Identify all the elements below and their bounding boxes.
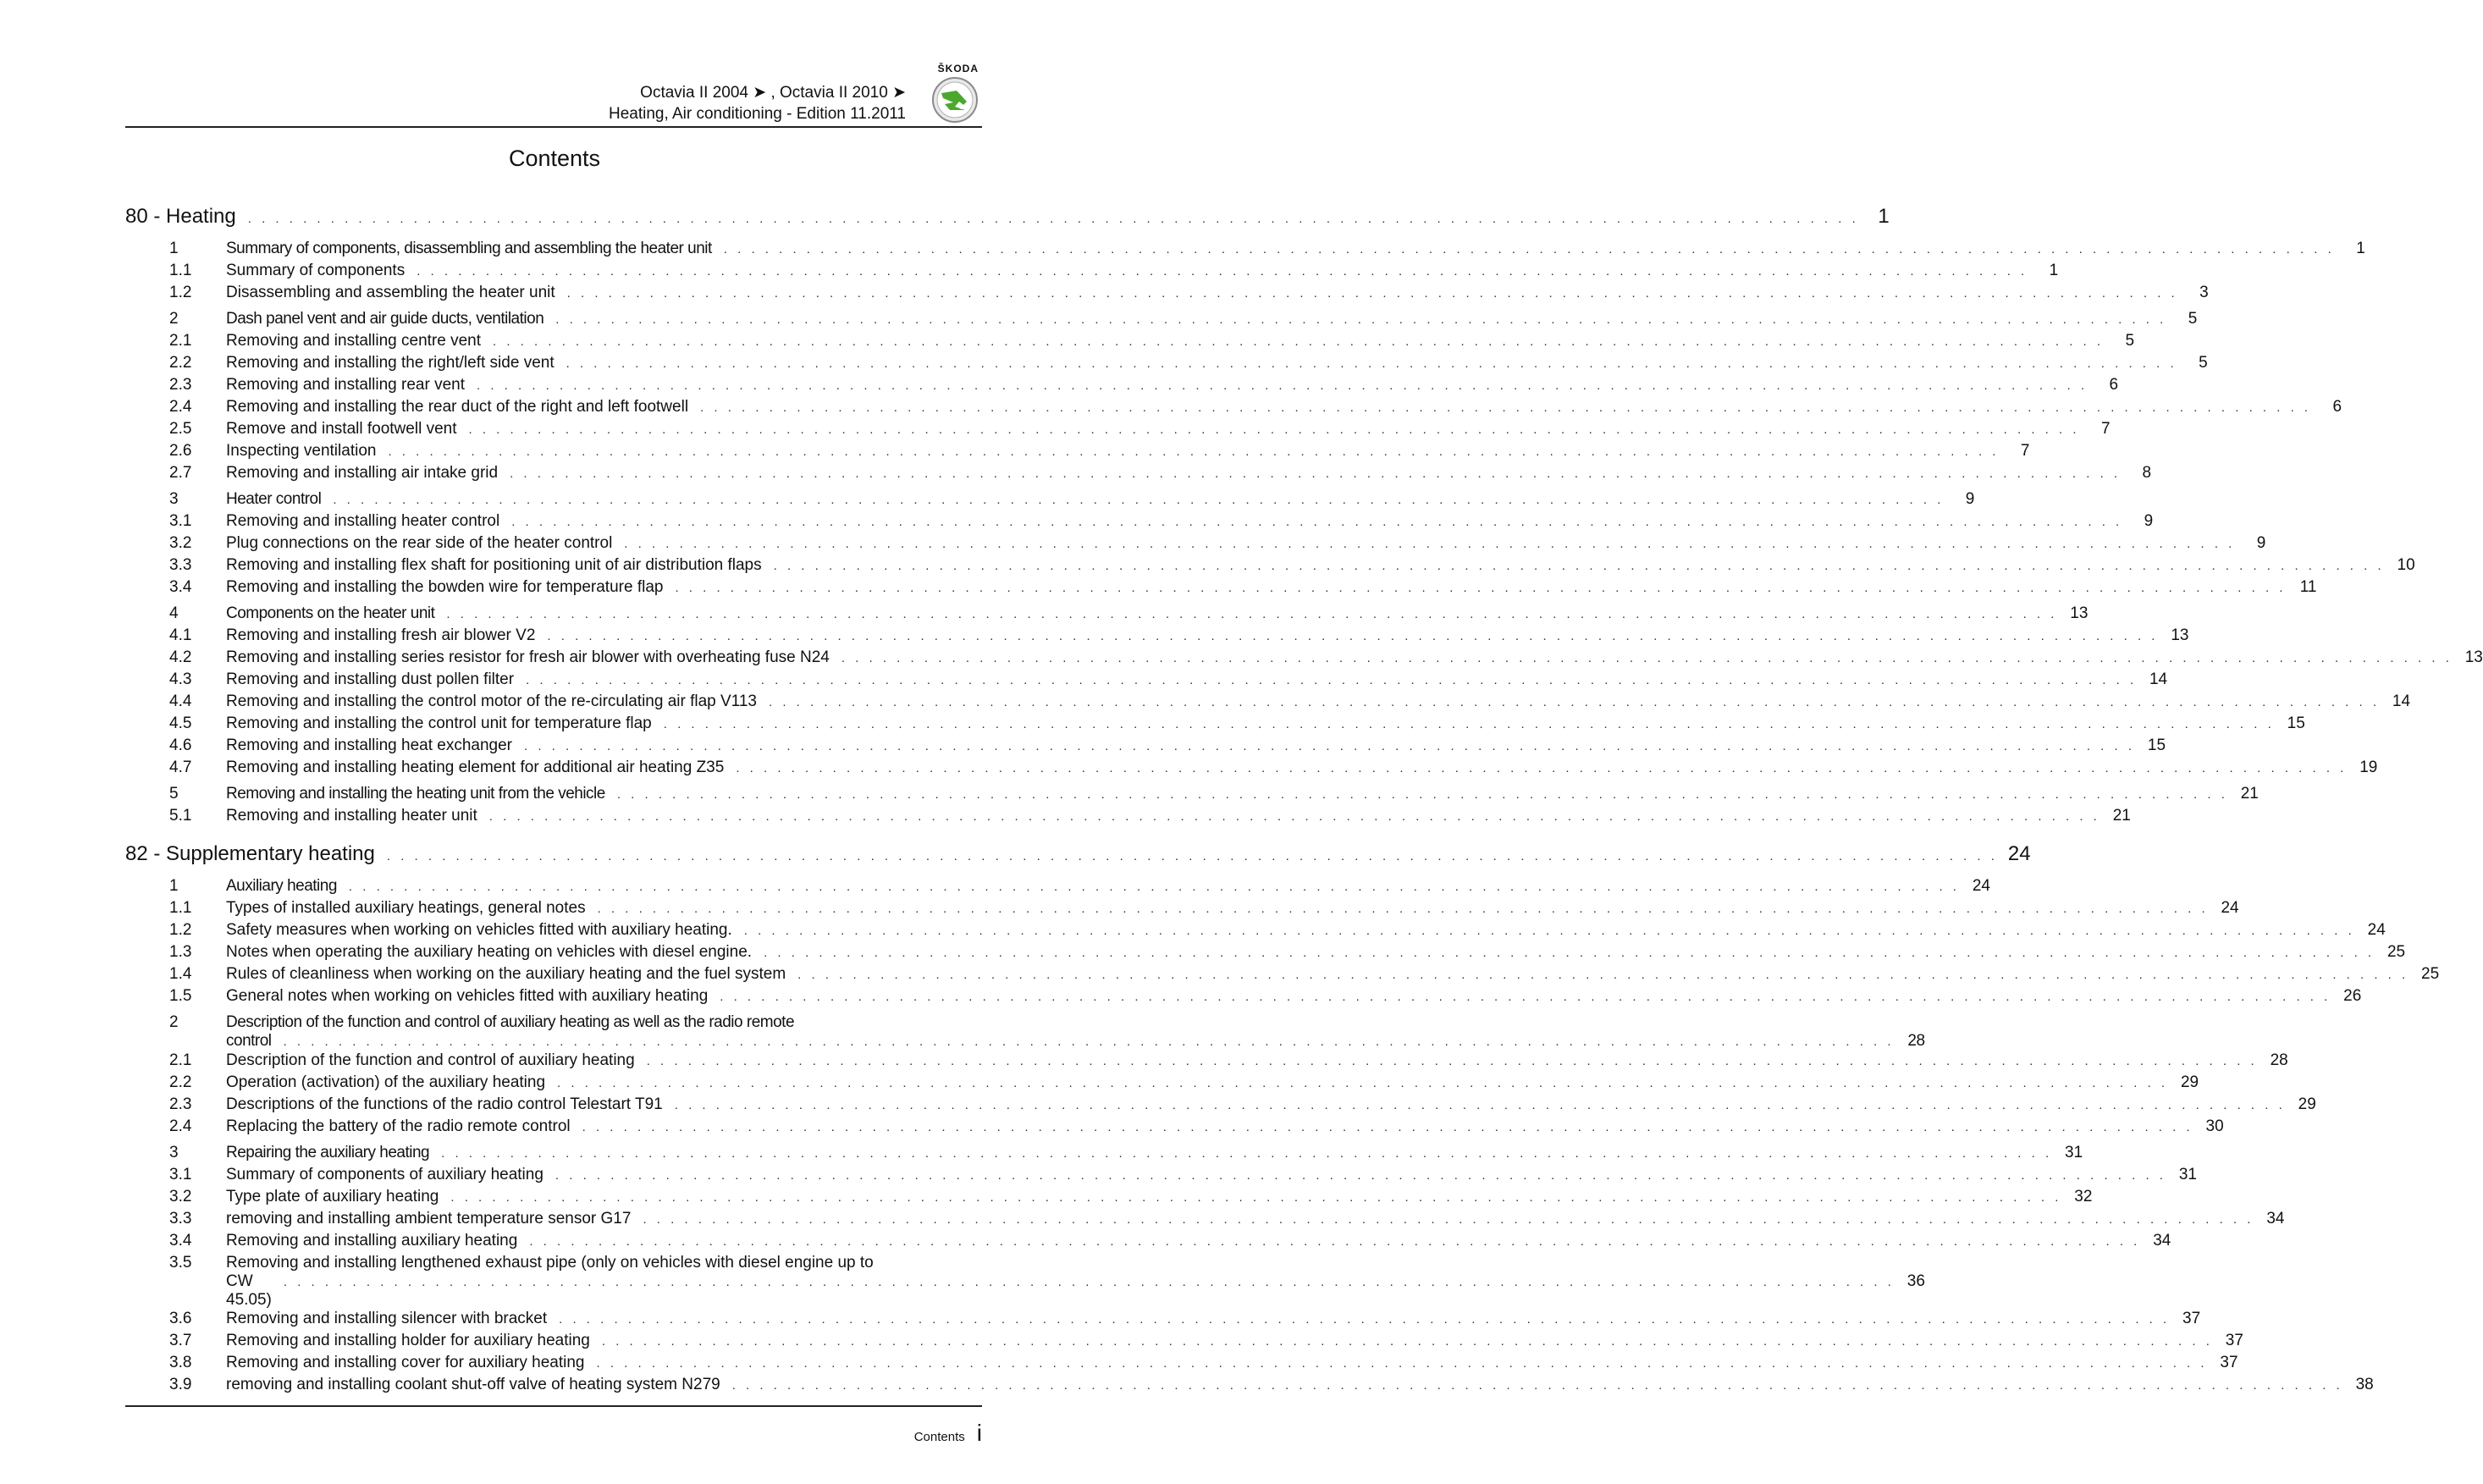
dot-leader (724, 242, 2335, 257)
entry-number: 1.1 (169, 262, 192, 279)
entry-page: 36 (1906, 1272, 1925, 1290)
entry-page: 37 (2182, 1310, 2201, 1327)
entry-number: 3.3 (169, 1210, 192, 1227)
toc-entry[interactable] (125, 398, 2342, 420)
page-footer (914, 1422, 982, 1444)
entry-page: 25 (2421, 965, 2440, 983)
entry-title: Removing and installing air intake grid (226, 464, 499, 482)
entry-number: 2.7 (169, 464, 192, 482)
entry-title: Summary of components of auxiliary heating (226, 1166, 544, 1183)
entry-page: 21 (2240, 785, 2259, 803)
table-of-contents (125, 201, 2483, 1398)
dot-leader (524, 739, 2135, 753)
dot-leader (597, 1356, 2208, 1371)
entry-page: 11 (2299, 578, 2317, 596)
entry-title: Removing and installing the right/left side vent (226, 354, 555, 372)
toc-entry[interactable] (125, 692, 2411, 714)
entry-page: 9 (1965, 490, 1975, 508)
entry-number: 3.2 (169, 1188, 192, 1205)
dot-leader (446, 607, 2057, 621)
skoda-logo-icon (931, 76, 979, 124)
entry-number: 3.1 (169, 512, 192, 530)
dot-leader (720, 990, 2331, 1004)
entry-page: 9 (2144, 512, 2154, 530)
dot-leader (417, 264, 2028, 279)
entry-page: 5 (2199, 354, 2208, 372)
toc-section[interactable] (125, 490, 1975, 512)
dot-leader (526, 673, 2137, 687)
entry-page: 13 (2464, 648, 2483, 666)
toc-section[interactable] (125, 877, 1990, 899)
entry-page: 6 (2109, 376, 2119, 394)
page-title: Contents (508, 146, 601, 171)
entry-title: Removing and installing rear vent (226, 376, 465, 394)
entry-title: Removing and installing the heating unit from the vehicle (226, 785, 605, 803)
entry-number: 3 (169, 490, 179, 508)
dot-leader (349, 880, 1960, 894)
toc-entry[interactable] (125, 464, 2152, 486)
entry-title: Removing and installing lengthened exhaust pipe (only on vehicles with diesel engine up to (226, 1254, 874, 1272)
dot-leader (643, 1212, 2254, 1227)
toc-section[interactable] (125, 240, 2365, 262)
entry-title: General notes when working on vehicles fitted with auxiliary heating (226, 987, 709, 1005)
toc-entry[interactable] (125, 1376, 2374, 1398)
toc-entry[interactable] (125, 1051, 2288, 1073)
dot-leader (736, 761, 2347, 775)
entry-number: 2.6 (169, 442, 192, 460)
toc-entry[interactable] (125, 512, 2154, 534)
toc-entry[interactable] (125, 1095, 2316, 1117)
entry-page: 31 (2178, 1166, 2197, 1183)
entry-number: 1.5 (169, 987, 192, 1005)
entry-title: Removing and installing auxiliary heating (226, 1232, 518, 1250)
toc-entry[interactable] (125, 556, 2415, 578)
entry-number: 2.3 (169, 1095, 192, 1113)
entry-number: 2.2 (169, 1073, 192, 1091)
entry-title: Notes when operating the auxiliary heating on vehicles with diesel engine. (226, 943, 753, 961)
entry-page: 3 (2199, 284, 2209, 301)
entry-number: 3.1 (169, 1166, 192, 1183)
entry-number: 1.3 (169, 943, 192, 961)
entry-number: 2.2 (169, 354, 192, 372)
entry-number: 4.5 (169, 714, 192, 732)
chapter-title: 80 - Heating (125, 205, 236, 228)
dot-leader (769, 695, 2380, 709)
entry-title: Description of the function and control of auxiliary heating (226, 1051, 635, 1069)
toc-section[interactable] (125, 310, 2198, 332)
entry-title: Repairing the auxiliary heating (226, 1144, 430, 1161)
entry-title: Description of the function and control of auxiliary heating as well as the radio remote (226, 1013, 795, 1031)
entry-number: 2.4 (169, 398, 192, 416)
entry-number: 4.1 (169, 626, 192, 644)
footer-page-number: i (976, 1420, 982, 1446)
dot-leader (387, 849, 1998, 863)
toc-entry[interactable] (125, 670, 2168, 692)
entry-page: 13 (2070, 604, 2088, 622)
toc-section[interactable] (125, 1144, 2083, 1166)
dot-leader (284, 1033, 1895, 1051)
entry-page: 6 (2332, 398, 2342, 416)
entry-title: removing and installing ambient temperature sensor G17 (226, 1210, 632, 1227)
toc-entry[interactable] (125, 332, 2135, 354)
page-header (125, 0, 982, 127)
entry-title: Removing and installing cover for auxiliary heating (226, 1354, 585, 1371)
toc-entry[interactable] (125, 1354, 2238, 1376)
entry-number: 1.1 (169, 899, 192, 917)
dot-leader (547, 629, 2158, 643)
entry-number: 4.2 (169, 648, 192, 666)
entry-number: 2.4 (169, 1117, 192, 1135)
entry-title: Plug connections on the rear side of the heater control (226, 534, 613, 552)
toc-entry[interactable] (125, 626, 2189, 648)
entry-number: 1 (169, 877, 179, 895)
dot-leader (764, 946, 2375, 960)
entry-page: 24 (2367, 921, 2386, 939)
dot-leader (248, 212, 1859, 226)
dot-leader (582, 1120, 2193, 1134)
toc-entry[interactable] (125, 943, 2406, 965)
entry-title: Removing and installing fresh air blower V2 (226, 626, 536, 644)
header-subtitle: Heating, Air conditioning - Edition 11.2011 (608, 105, 906, 123)
dot-leader (489, 809, 2100, 824)
entry-title: Descriptions of the functions of the radio control Telestart T91 (226, 1095, 663, 1113)
toc-entry[interactable] (125, 1073, 2199, 1095)
toc-entry[interactable] (125, 714, 2305, 736)
entry-page: 24 (2221, 899, 2239, 917)
entry-title: Removing and installing holder for auxiliary heating (226, 1332, 590, 1349)
entry-page: 31 (2065, 1144, 2083, 1161)
toc-section[interactable] (125, 604, 2088, 626)
toc-entry[interactable] (125, 534, 2266, 556)
entry-number: 3 (169, 1144, 179, 1161)
entry-title: Dash panel vent and air guide ducts, ventilation (226, 310, 544, 328)
dot-leader (557, 1076, 2168, 1090)
entry-title: Remove and install footwell vent (226, 420, 457, 438)
dot-leader (529, 1234, 2140, 1249)
dot-leader (732, 1378, 2343, 1393)
toc-entry[interactable] (125, 442, 2030, 464)
entry-page: 5 (2125, 332, 2135, 350)
dot-leader (774, 559, 2385, 573)
entry-title: Summary of components, disassembling and assembling the heater unit (226, 240, 712, 257)
toc-entry[interactable] (125, 1254, 1925, 1310)
dot-leader (664, 717, 2275, 731)
entry-title: Type plate of auxiliary heating (226, 1188, 439, 1205)
entry-page: 19 (2359, 759, 2378, 776)
toc-entry[interactable] (125, 1310, 2201, 1332)
toc-entry[interactable] (125, 1232, 2171, 1254)
dot-leader (744, 924, 2355, 938)
entry-number: 2.3 (169, 376, 192, 394)
dot-leader (617, 787, 2228, 802)
toc-entry[interactable] (125, 354, 2208, 376)
entry-page: 37 (2220, 1354, 2238, 1371)
entry-title: Removing and installing heater control (226, 512, 500, 530)
entry-page: 25 (2386, 943, 2406, 961)
footer-label: Contents (913, 1430, 965, 1444)
entry-title: Removing and installing the control unit for temperature flap (226, 714, 652, 732)
chapter-page: 1 (1878, 205, 1890, 228)
header-models: Octavia II 2004 ➤ , Octavia II 2010 ➤ (640, 84, 906, 102)
dot-leader (477, 378, 2088, 393)
entry-number: 2 (169, 1013, 179, 1031)
entry-title: Safety measures when working on vehicles fitted with auxiliary heating. (226, 921, 732, 939)
toc-entry[interactable] (125, 648, 2483, 670)
entry-number: 1.4 (169, 965, 192, 983)
entry-page: 14 (2149, 670, 2168, 688)
toc-entry[interactable] (125, 1210, 2285, 1232)
brand-wordmark: ŠKODA (937, 63, 979, 74)
entry-page: 24 (1972, 877, 1990, 895)
entry-title: removing and installing coolant shut-off valve of heating system N279 (226, 1376, 720, 1393)
entry-title: Types of installed auxiliary heatings, general notes (226, 899, 586, 917)
entry-title: Removing and installing flex shaft for positioning unit of air distribution flaps (226, 556, 762, 574)
chapter-page: 24 (2007, 842, 2031, 865)
dot-leader (468, 422, 2079, 437)
entry-page: 10 (2397, 556, 2415, 574)
entry-page: 1 (2049, 262, 2059, 279)
entry-page: 32 (2074, 1188, 2093, 1205)
toc-entry[interactable] (125, 1188, 2093, 1210)
dot-leader (388, 444, 1999, 459)
toc-entry[interactable] (125, 284, 2209, 306)
entry-number: 1 (169, 240, 179, 257)
entry-number: 4.7 (169, 759, 192, 776)
dot-leader (647, 1054, 2258, 1068)
entry-number: 4.6 (169, 736, 192, 754)
toc-section[interactable] (125, 785, 2259, 807)
dot-leader (511, 515, 2122, 529)
entry-page: 26 (2343, 987, 2362, 1005)
footer-rule (125, 1405, 982, 1407)
toc-entry[interactable] (125, 578, 2317, 600)
entry-number: 1.2 (169, 284, 192, 301)
toc-chapter[interactable] (125, 205, 1890, 235)
entry-title: Removing and installing heater unit (226, 807, 477, 825)
toc-entry[interactable] (125, 420, 2111, 442)
dot-leader (510, 466, 2121, 481)
entry-number: 3.4 (169, 578, 192, 596)
entry-number: 3.2 (169, 534, 192, 552)
entry-title: Removing and installing the bowden wire for temperature flap (226, 578, 664, 596)
dot-leader (598, 902, 2209, 916)
entry-title: Removing and installing silencer with bracket (226, 1310, 548, 1327)
entry-page: 7 (2100, 420, 2111, 438)
entry-page: 38 (2355, 1376, 2374, 1393)
toc-entry[interactable] (125, 1332, 2243, 1354)
dot-leader (450, 1190, 2061, 1205)
dot-leader (841, 651, 2453, 665)
dot-leader (333, 493, 1944, 507)
header-rule (125, 126, 982, 128)
entry-title: Replacing the battery of the radio remote control (226, 1117, 571, 1135)
entry-title: Auxiliary heating (226, 877, 337, 895)
entry-page: 1 (2356, 240, 2365, 257)
toc-entry[interactable] (125, 965, 2440, 987)
entry-page: 30 (2205, 1117, 2224, 1135)
entry-number: 4.3 (169, 670, 192, 688)
entry-title: Operation (activation) of the auxiliary heating (226, 1073, 546, 1091)
dot-leader (559, 1312, 2170, 1327)
dot-leader (284, 1273, 1895, 1292)
dot-leader (675, 581, 2286, 595)
entry-title: Heater control (226, 490, 322, 508)
entry-page: 28 (1907, 1032, 1925, 1050)
entry-title: Rules of cleanliness when working on the auxiliary heating and the fuel system (226, 965, 786, 983)
toc-section[interactable] (125, 1013, 1925, 1051)
dot-leader (555, 312, 2166, 327)
entry-number: 3.6 (169, 1310, 192, 1327)
dot-leader (567, 286, 2178, 301)
dot-leader (624, 537, 2235, 551)
entry-page: 9 (2256, 534, 2266, 552)
dot-leader (493, 334, 2104, 349)
dot-leader (555, 1168, 2166, 1183)
entry-title: Summary of components (226, 262, 406, 279)
dot-leader (441, 1146, 2052, 1161)
entry-page: 28 (2270, 1051, 2288, 1069)
dot-leader (566, 356, 2177, 371)
toc-chapter[interactable] (125, 842, 2031, 873)
toc-entry[interactable] (125, 1117, 2224, 1139)
entry-title: Disassembling and assembling the heater unit (226, 284, 555, 301)
toc-entry[interactable] (125, 1166, 2197, 1188)
toc-entry[interactable] (125, 262, 2059, 284)
dot-leader (700, 400, 2311, 415)
entry-number: 2.5 (169, 420, 192, 438)
entry-title: Removing and installing dust pollen filter (226, 670, 515, 688)
entry-title-cont: CW 45.05) (226, 1272, 272, 1309)
entry-page: 21 (2112, 807, 2131, 825)
entry-title: Removing and installing the control motor of the re-circulating air flap V113 (226, 692, 757, 710)
entry-title: Removing and installing the rear duct of the right and left footwell (226, 398, 689, 416)
entry-number: 2.1 (169, 332, 192, 350)
toc-entry[interactable] (125, 759, 2378, 781)
entry-number: 5.1 (169, 807, 192, 825)
entry-page: 13 (2171, 626, 2189, 644)
entry-page: 34 (2153, 1232, 2171, 1250)
toc-entry[interactable] (125, 899, 2239, 921)
dot-leader (797, 968, 2409, 982)
dot-leader (602, 1334, 2213, 1349)
entry-title-cont: control (226, 1032, 272, 1050)
dot-leader (675, 1098, 2286, 1112)
entry-number: 4.4 (169, 692, 192, 710)
entry-page: 29 (2298, 1095, 2316, 1113)
entry-title: Removing and installing centre vent (226, 332, 482, 350)
entry-number: 5 (169, 785, 179, 803)
entry-page: 15 (2287, 714, 2305, 732)
entry-number: 1.2 (169, 921, 192, 939)
entry-page: 14 (2392, 692, 2411, 710)
entry-title: Inspecting ventilation (226, 442, 377, 460)
entry-title: Removing and installing heat exchanger (226, 736, 512, 754)
toc-entry[interactable] (125, 376, 2119, 398)
entry-number: 3.3 (169, 556, 192, 574)
entry-title: Removing and installing series resistor for fresh air blower with overheating fuse N24 (226, 648, 830, 666)
chapter-title: 82 - Supplementary heating (125, 842, 375, 865)
entry-title: Components on the heater unit (226, 604, 435, 622)
toc-entry[interactable] (125, 736, 2166, 759)
entry-number: 3.9 (169, 1376, 192, 1393)
entry-number: 3.7 (169, 1332, 192, 1349)
toc-entry[interactable] (125, 807, 2131, 829)
entry-number: 2.1 (169, 1051, 192, 1069)
entry-page: 29 (2180, 1073, 2199, 1091)
entry-page: 7 (2020, 442, 2030, 460)
toc-entry[interactable] (125, 921, 2386, 943)
entry-number: 3.4 (169, 1232, 192, 1250)
entry-number: 4 (169, 604, 179, 622)
entry-number: 2 (169, 310, 179, 328)
entry-page: 34 (2266, 1210, 2285, 1227)
toc-entry[interactable] (125, 987, 2362, 1009)
entry-page: 5 (2188, 310, 2198, 328)
entry-number: 3.5 (169, 1254, 192, 1272)
entry-number: 3.8 (169, 1354, 192, 1371)
entry-page: 8 (2142, 464, 2152, 482)
entry-title: Removing and installing heating element for additional air heating Z35 (226, 759, 725, 776)
entry-page: 37 (2225, 1332, 2243, 1349)
entry-page: 15 (2147, 736, 2166, 754)
